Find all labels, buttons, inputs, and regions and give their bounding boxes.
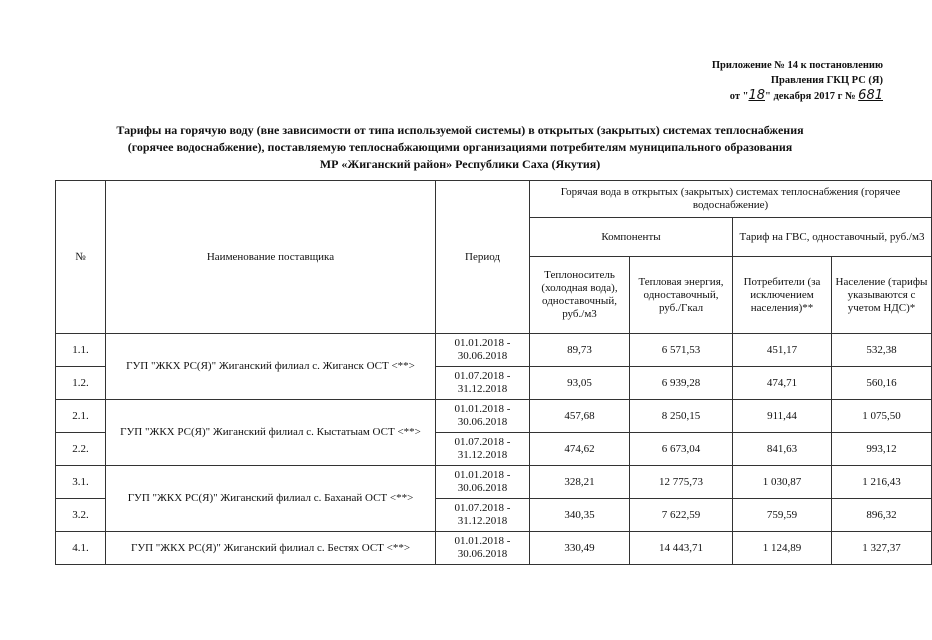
population-value: 993,12 (832, 433, 932, 466)
header-carrier: Теплоноситель (холодная вода), одноставочный, руб./м3 (530, 257, 630, 334)
period-cell: 01.01.2018 - 30.06.2018 (436, 466, 530, 499)
consumers-value: 451,17 (733, 334, 832, 367)
population-value: 1 075,50 (832, 400, 932, 433)
title-line-2: (горячее водоснабжение), поставляемую теплоснабжающими организациями потребителям муниципального образования (127, 140, 793, 154)
row-number: 2.1. (56, 400, 106, 433)
row-number: 3.1. (56, 466, 106, 499)
period-cell: 01.01.2018 - 30.06.2018 (436, 334, 530, 367)
supplier-name: ГУП "ЖКХ РС(Я)" Жиганский филиал с. Баханай ОСТ <**> (106, 466, 436, 532)
period-cell: 01.01.2018 - 30.06.2018 (436, 400, 530, 433)
document-title (60, 122, 860, 173)
population-value: 1 327,37 (832, 532, 932, 565)
title-line-3: МР «Жиганский район» Республики Саха (Якутия) (319, 157, 601, 171)
consumers-value: 911,44 (733, 400, 832, 433)
row-number: 1.2. (56, 367, 106, 400)
period-cell: 01.07.2018 - 31.12.2018 (436, 499, 530, 532)
tariff-table (55, 180, 932, 565)
heat-value: 6 571,53 (630, 334, 733, 367)
carrier-value: 330,49 (530, 532, 630, 565)
consumers-value: 759,59 (733, 499, 832, 532)
heat-value: 12 775,73 (630, 466, 733, 499)
carrier-value: 474,62 (530, 433, 630, 466)
table-row (56, 400, 932, 433)
row-number: 2.2. (56, 433, 106, 466)
carrier-value: 89,73 (530, 334, 630, 367)
header-components: Компоненты (530, 218, 733, 257)
population-value: 896,32 (832, 499, 932, 532)
heat-value: 6 673,04 (630, 433, 733, 466)
consumers-value: 841,63 (733, 433, 832, 466)
carrier-value: 93,05 (530, 367, 630, 400)
header-consumers: Потребители (за исключением населения)** (733, 257, 832, 334)
header-period: Период (436, 181, 530, 334)
date-suffix: " декабря 2017 г № (765, 91, 856, 102)
header-tariff: Тариф на ГВС, одноставочный, руб./м3 (733, 218, 932, 257)
table-row (56, 532, 932, 565)
consumers-value: 1 124,89 (733, 532, 832, 565)
period-cell: 01.07.2018 - 31.12.2018 (436, 433, 530, 466)
header-population: Население (тарифы указываются с учетом НДС)* (832, 257, 932, 334)
appendix-header (523, 58, 883, 104)
population-value: 532,38 (832, 334, 932, 367)
carrier-value: 457,68 (530, 400, 630, 433)
consumers-value: 474,71 (733, 367, 832, 400)
carrier-value: 340,35 (530, 499, 630, 532)
heat-value: 14 443,71 (630, 532, 733, 565)
header-no: № (56, 181, 106, 334)
supplier-name: ГУП "ЖКХ РС(Я)" Жиганский филиал с. Кыстатыам ОСТ <**> (106, 400, 436, 466)
header-heat: Тепловая энергия, одноставочный, руб./Гкал (630, 257, 733, 334)
period-cell: 01.01.2018 - 30.06.2018 (436, 532, 530, 565)
title-line-1: Тарифы на горячую воду (вне зависимости от типа используемой системы) в открытых (закрытых) системах теплоснабжения (116, 123, 804, 137)
heat-value: 8 250,15 (630, 400, 733, 433)
handwritten-number: 681 (858, 88, 883, 103)
supplier-name: ГУП "ЖКХ РС(Я)" Жиганский филиал с. Бестях ОСТ <**> (106, 532, 436, 565)
appendix-line-2: Правления ГКЦ РС (Я) (770, 75, 883, 86)
date-prefix: от " (729, 91, 749, 102)
carrier-value: 328,21 (530, 466, 630, 499)
heat-value: 6 939,28 (630, 367, 733, 400)
appendix-line-3 (523, 88, 883, 104)
row-number: 1.1. (56, 334, 106, 367)
supplier-name: ГУП "ЖКХ РС(Я)" Жиганский филиал с. Жиганск ОСТ <**> (106, 334, 436, 400)
row-number: 3.2. (56, 499, 106, 532)
header-hot-water: Горячая вода в открытых (закрытых) системах теплоснабжения (горячее водоснабжение) (530, 181, 932, 218)
table-row (56, 466, 932, 499)
header-supplier: Наименование поставщика (106, 181, 436, 334)
population-value: 1 216,43 (832, 466, 932, 499)
handwritten-day: 18 (748, 88, 765, 103)
consumers-value: 1 030,87 (733, 466, 832, 499)
period-cell: 01.07.2018 - 31.12.2018 (436, 367, 530, 400)
heat-value: 7 622,59 (630, 499, 733, 532)
appendix-line-1: Приложение № 14 к постановлению (711, 60, 883, 71)
population-value: 560,16 (832, 367, 932, 400)
row-number: 4.1. (56, 532, 106, 565)
table-row (56, 334, 932, 367)
